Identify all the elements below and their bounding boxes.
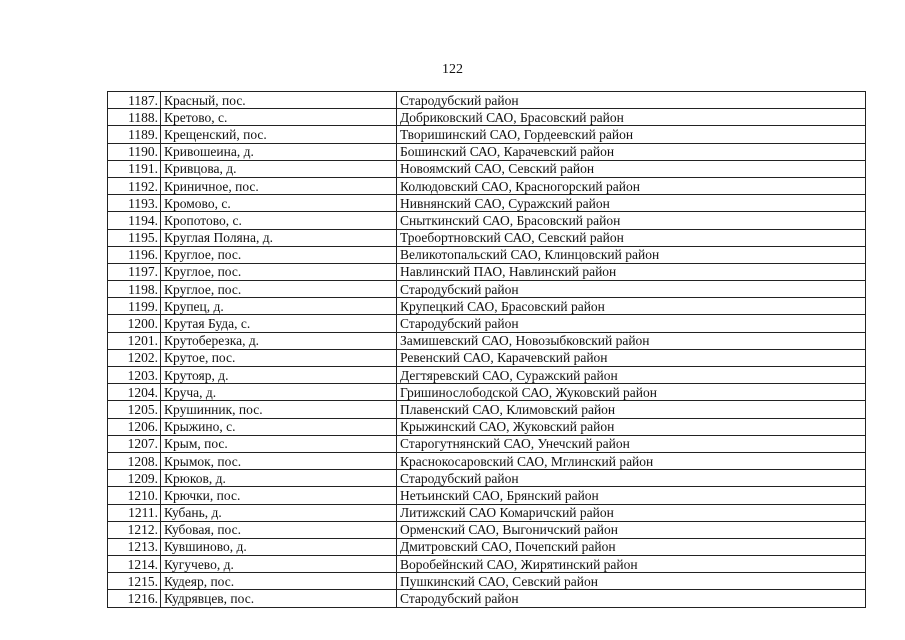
row-number-cell: 1190. [108, 143, 161, 160]
district-cell: Воробейнский САО, Жирятинский район [397, 556, 866, 573]
row-number-cell: 1204. [108, 384, 161, 401]
settlement-name-cell: Крупец, д. [161, 298, 397, 315]
row-number-cell: 1187. [108, 92, 161, 109]
district-cell: Замишевский САО, Новозыбковский район [397, 332, 866, 349]
settlement-name-cell: Крыжино, с. [161, 418, 397, 435]
row-number-cell: 1189. [108, 126, 161, 143]
row-number-cell: 1193. [108, 195, 161, 212]
table-row [108, 384, 866, 401]
district-cell: Ревенский САО, Карачевский район [397, 349, 866, 366]
table-row [108, 92, 866, 109]
settlement-name-cell: Крутояр, д. [161, 367, 397, 384]
row-number-cell: 1213. [108, 538, 161, 555]
settlement-name-cell: Крымок, пос. [161, 452, 397, 469]
row-number-cell: 1215. [108, 573, 161, 590]
table-row [108, 487, 866, 504]
settlements-table [107, 91, 866, 608]
district-cell: Творишинский САО, Гордеевский район [397, 126, 866, 143]
settlement-name-cell: Крюков, д. [161, 470, 397, 487]
settlement-name-cell: Круглое, пос. [161, 281, 397, 298]
row-number-cell: 1210. [108, 487, 161, 504]
settlement-name-cell: Кропотово, с. [161, 212, 397, 229]
settlement-name-cell: Крым, пос. [161, 435, 397, 452]
row-number-cell: 1212. [108, 521, 161, 538]
district-cell: Литижский САО Комаричский район [397, 504, 866, 521]
row-number-cell: 1202. [108, 349, 161, 366]
table-row [108, 538, 866, 555]
settlement-name-cell: Круглая Поляна, д. [161, 229, 397, 246]
table-row [108, 332, 866, 349]
district-cell: Орменский САО, Выгоничский район [397, 521, 866, 538]
row-number-cell: 1201. [108, 332, 161, 349]
row-number-cell: 1197. [108, 263, 161, 280]
table-row [108, 246, 866, 263]
table-row [108, 263, 866, 280]
table-row [108, 315, 866, 332]
table-row [108, 212, 866, 229]
district-cell: Дмитровский САО, Почепский район [397, 538, 866, 555]
district-cell: Пушкинский САО, Севский район [397, 573, 866, 590]
table-row [108, 452, 866, 469]
district-cell: Крыжинский САО, Жуковский район [397, 418, 866, 435]
row-number-cell: 1191. [108, 160, 161, 177]
district-cell: Гришинослободской САО, Жуковский район [397, 384, 866, 401]
settlement-name-cell: Кубань, д. [161, 504, 397, 521]
district-cell: Стародубский район [397, 315, 866, 332]
district-cell: Великотопальский САО, Клинцовский район [397, 246, 866, 263]
district-cell: Добриковский САО, Брасовский район [397, 109, 866, 126]
settlement-name-cell: Кувшиново, д. [161, 538, 397, 555]
table-row [108, 109, 866, 126]
settlement-name-cell: Крючки, пос. [161, 487, 397, 504]
table-row [108, 177, 866, 194]
settlement-name-cell: Красный, пос. [161, 92, 397, 109]
district-cell: Новоямский САО, Севский район [397, 160, 866, 177]
settlement-name-cell: Кудеяр, пос. [161, 573, 397, 590]
district-cell: Старогутнянский САО, Унечский район [397, 435, 866, 452]
table-row [108, 401, 866, 418]
table-row [108, 229, 866, 246]
settlement-name-cell: Кромово, с. [161, 195, 397, 212]
district-cell: Колюдовский САО, Красногорский район [397, 177, 866, 194]
row-number-cell: 1198. [108, 281, 161, 298]
settlement-name-cell: Круча, д. [161, 384, 397, 401]
row-number-cell: 1195. [108, 229, 161, 246]
row-number-cell: 1209. [108, 470, 161, 487]
row-number-cell: 1203. [108, 367, 161, 384]
district-cell: Плавенский САО, Климовский район [397, 401, 866, 418]
row-number-cell: 1192. [108, 177, 161, 194]
table-body [108, 92, 866, 608]
settlement-name-cell: Крутая Буда, с. [161, 315, 397, 332]
row-number-cell: 1194. [108, 212, 161, 229]
table-row [108, 349, 866, 366]
row-number-cell: 1208. [108, 452, 161, 469]
district-cell: Стародубский район [397, 590, 866, 607]
table-row [108, 126, 866, 143]
table-row [108, 281, 866, 298]
table-row [108, 435, 866, 452]
table-row [108, 556, 866, 573]
row-number-cell: 1196. [108, 246, 161, 263]
table-row [108, 521, 866, 538]
table-row [108, 298, 866, 315]
district-cell: Нивнянский САО, Суражский район [397, 195, 866, 212]
district-cell: Троебортновский САО, Севский район [397, 229, 866, 246]
district-cell: Нетьинский САО, Брянский район [397, 487, 866, 504]
table-row [108, 418, 866, 435]
settlement-name-cell: Круглое, пос. [161, 246, 397, 263]
row-number-cell: 1199. [108, 298, 161, 315]
district-cell: Стародубский район [397, 281, 866, 298]
district-cell: Навлинский ПАО, Навлинский район [397, 263, 866, 280]
district-cell: Стародубский район [397, 470, 866, 487]
settlement-name-cell: Кубовая, пос. [161, 521, 397, 538]
district-cell: Краснокосаровский САО, Мглинский район [397, 452, 866, 469]
row-number-cell: 1214. [108, 556, 161, 573]
settlement-name-cell: Круглое, пос. [161, 263, 397, 280]
settlement-name-cell: Крутое, пос. [161, 349, 397, 366]
table-row [108, 367, 866, 384]
district-cell: Бошинский САО, Карачевский район [397, 143, 866, 160]
district-cell: Дегтяревский САО, Суражский район [397, 367, 866, 384]
district-cell: Стародубский район [397, 92, 866, 109]
table-row [108, 504, 866, 521]
row-number-cell: 1206. [108, 418, 161, 435]
table-row [108, 143, 866, 160]
settlement-name-cell: Крещенский, пос. [161, 126, 397, 143]
district-cell: Сныткинский САО, Брасовский район [397, 212, 866, 229]
district-cell: Крупецкий САО, Брасовский район [397, 298, 866, 315]
table-row [108, 590, 866, 607]
settlement-name-cell: Кретово, с. [161, 109, 397, 126]
settlement-name-cell: Кудрявцев, пос. [161, 590, 397, 607]
table-row [108, 470, 866, 487]
row-number-cell: 1207. [108, 435, 161, 452]
row-number-cell: 1205. [108, 401, 161, 418]
settlement-name-cell: Кугучево, д. [161, 556, 397, 573]
row-number-cell: 1188. [108, 109, 161, 126]
settlement-name-cell: Кривошеина, д. [161, 143, 397, 160]
row-number-cell: 1200. [108, 315, 161, 332]
table-row [108, 160, 866, 177]
settlement-name-cell: Крутоберезка, д. [161, 332, 397, 349]
settlement-name-cell: Крушинник, пос. [161, 401, 397, 418]
settlement-name-cell: Криничное, пос. [161, 177, 397, 194]
row-number-cell: 1211. [108, 504, 161, 521]
settlement-name-cell: Кривцова, д. [161, 160, 397, 177]
table-row [108, 195, 866, 212]
table-row [108, 573, 866, 590]
page-number: 122 [442, 62, 463, 77]
row-number-cell: 1216. [108, 590, 161, 607]
